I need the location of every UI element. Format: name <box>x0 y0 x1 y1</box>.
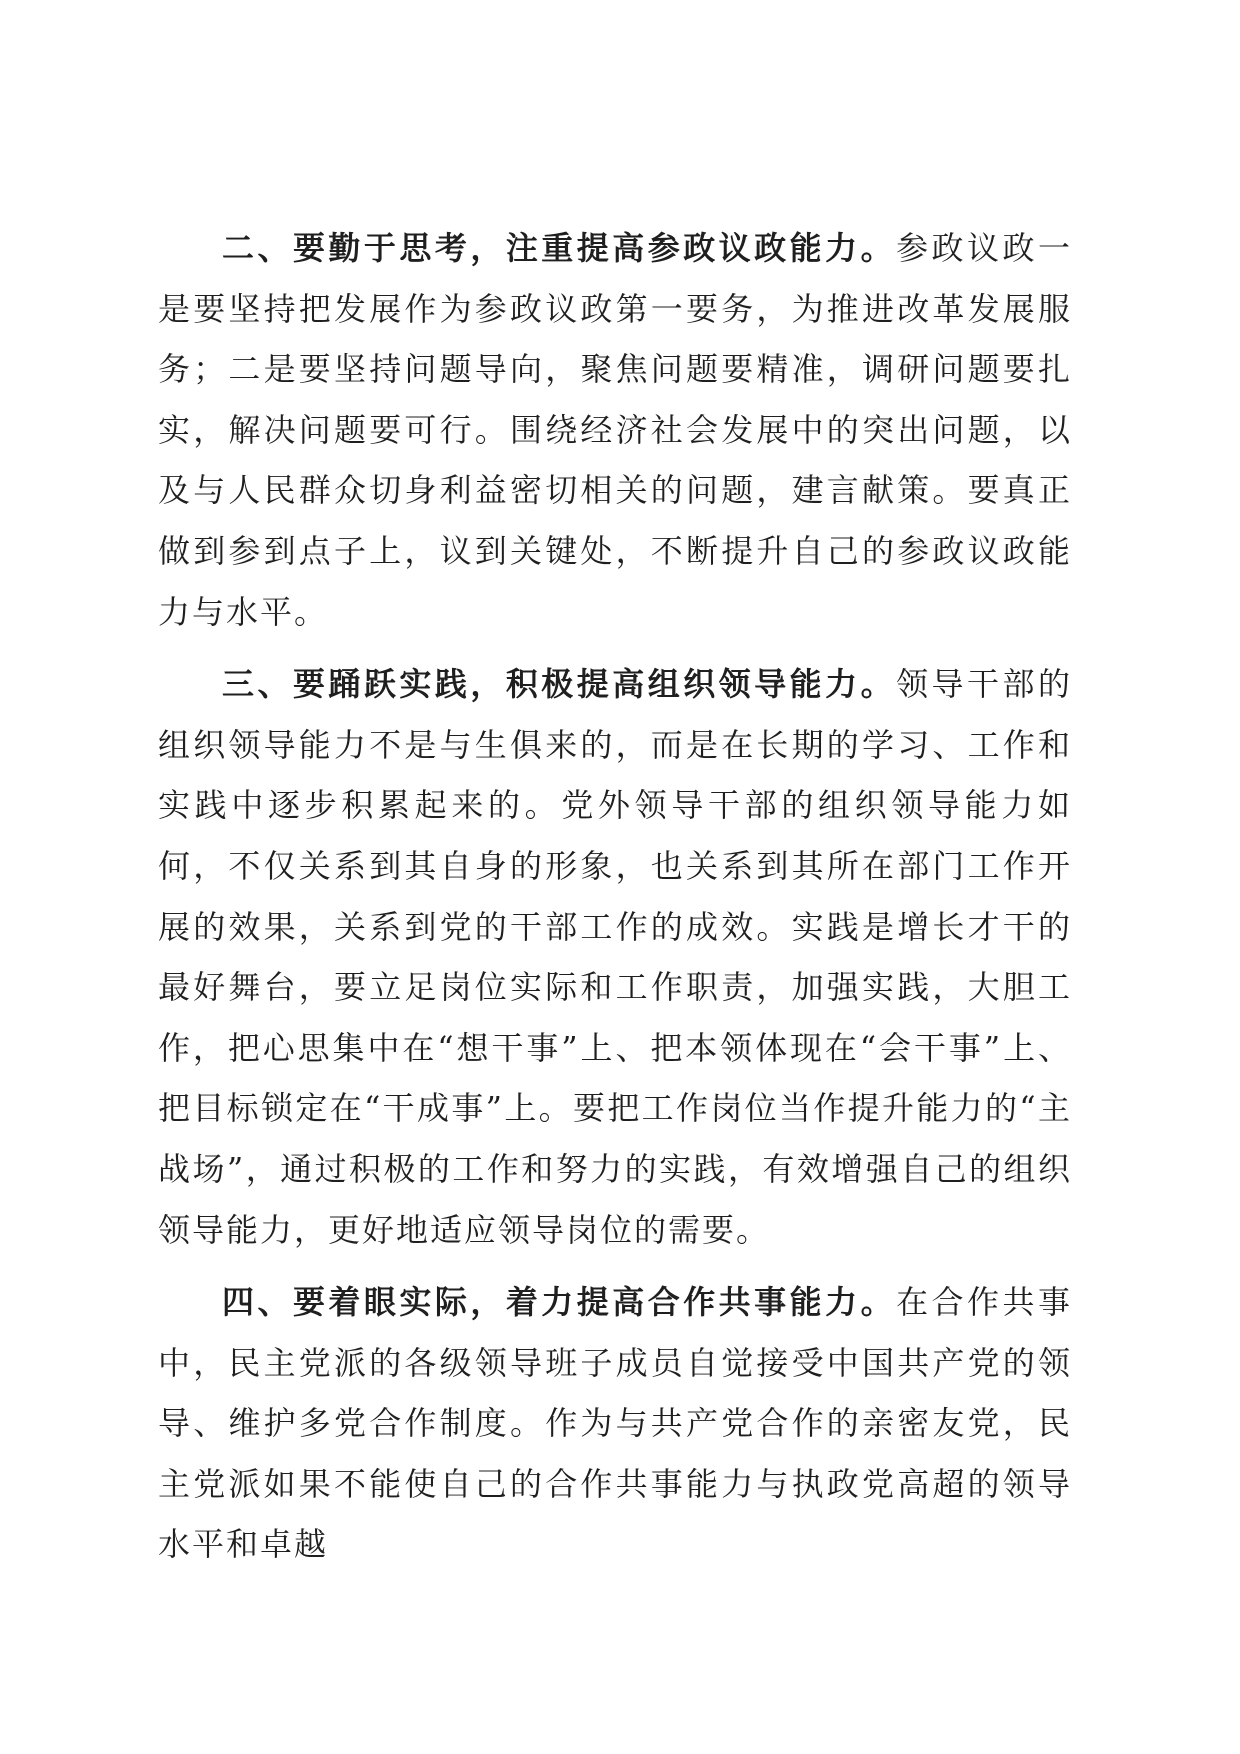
paragraph-2 <box>158 218 1072 642</box>
paragraph-2-heading: 二、要勤于思考，注重提高参政议政能力。 <box>222 229 897 267</box>
paragraph-4-text: 在合作共事中，民主党派的各级领导班子成员自觉接受中国共产党的领导、维护多党合作制度。作为与共产党合作的亲密友党，民主党派如果不能使自己的合作共事能力与执政党高超的领导水平和卓越 <box>158 1283 1072 1564</box>
paragraph-3 <box>158 654 1072 1260</box>
document-body <box>158 218 1072 1587</box>
paragraph-3-heading: 三、要踊跃实践，积极提高组织领导能力。 <box>222 665 897 704</box>
paragraph-3-text: 领导干部的组织领导能力不是与生俱来的，而是在长期的学习、工作和实践中逐步积累起来的。党外领导干部的组织领导能力如何，不仅关系到其自身的形象，也关系到其所在部门工作开展的效果，关系到党的干部工作的成效。实践是增长才干的最好舞台，要立足岗位实际和工作职责，加强实践，大胆工作，把心思集中在“想干事”上、把本领体现在“会干事”上、把目标锁定在“干成事”上。要把工作岗位当作提升能力的“主战场”，通过积极的工作和努力的实践，有效增强自己的组织领导能力，更好地适应领导岗位的需要。 <box>158 665 1072 1249</box>
paragraph-4-heading: 四、要着眼实际，着力提高合作共事能力。 <box>222 1283 897 1322</box>
paragraph-4 <box>158 1272 1072 1575</box>
paragraph-2-text: 参政议政一是要坚持把发展作为参政议政第一要务，为推进改革发展服务；二是要坚持问题导向，聚焦问题要精准，调研问题要扎实，解决问题要可行。围绕经济社会发展中的突出问题，以及与人民群众切身利益密切相关的问题，建言献策。要真正做到参到点子上，议到关键处，不断提升自己的参政议政能力与水平。 <box>158 229 1072 631</box>
